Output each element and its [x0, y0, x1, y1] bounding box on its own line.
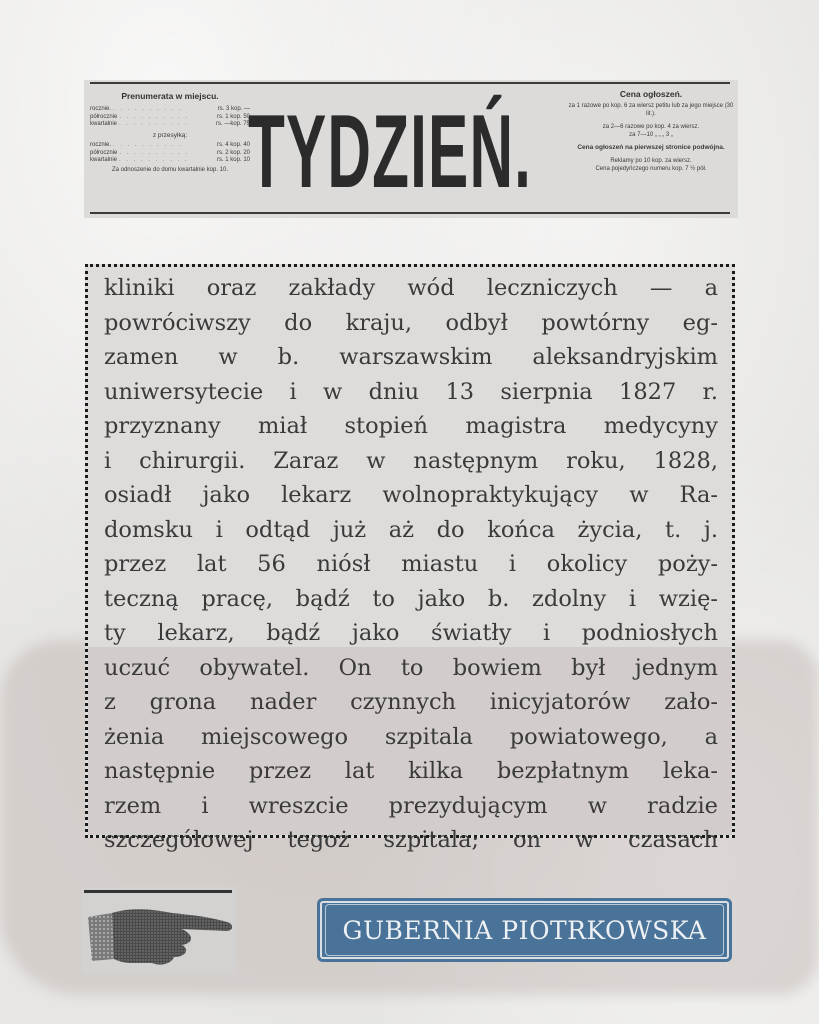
price-row: półrocznie . . . . . . . . . . rs. 2 kop. 20 [90, 149, 250, 156]
subscription-heading: Prenumerata w miejscu. [121, 91, 219, 101]
article-line: powróciwszy do kraju, odbył powtórny eg- [104, 309, 718, 336]
article-line: szczegółowej tegoż szpitala; on w czasach [104, 827, 718, 853]
article-line: rzem i wreszcie prezydującym w radzie [104, 792, 718, 819]
article-line: uczuć obywatel. On to bowiem był jednym [104, 654, 718, 681]
article-line: przez lat 56 niósł miastu i okolicy poży- [104, 551, 718, 577]
price-row: kwartalnie . . . . . . . . . . rs. 1 kop. 10 [90, 157, 250, 164]
article-clipping [85, 264, 735, 853]
ad-price-line: za 7—10 „ „ „ 3 „ [629, 132, 673, 138]
article-line: zamen w b. warszawskim aleksandryjskim [104, 344, 718, 370]
article-line: domsku i odtąd już aż do końca życia, t. j. [104, 516, 718, 543]
price-value: rs. 4 kop. 40 [216, 142, 250, 149]
subscription-prices [90, 90, 250, 175]
article-text [104, 271, 718, 858]
article-line: przyznany miał stopień magistra medycyny [104, 413, 718, 439]
delivery-note: Za odnoszenie do domu kwartalnie kop. 10. [111, 167, 229, 174]
price-row: kwartalnie . . . . . . . . . . rs. —kop. 75 [90, 120, 250, 127]
article-line: uniwersytecie i w dniu 13 sierpnia 1827 r. [104, 378, 718, 405]
price-value: rs. 2 kop. 20 [216, 149, 250, 156]
ads-price: Reklamy po 10 kop. za wiersz. [610, 158, 692, 164]
price-period: kwartalnie [90, 120, 118, 127]
region-banner [317, 898, 732, 962]
price-row: rocznie. . . . . . . . . . . rs. 4 kop. 40 [90, 142, 250, 149]
article-line: teczną pracę, bądź to jako b. zdolny i wzię- [104, 585, 718, 612]
masthead-rule-bottom [90, 212, 730, 214]
price-row: rocznie. . . . . . . . . . . rs. 3 kop. — [90, 106, 250, 113]
ad-price-line: za 2—6 razowe po kop. 4 za wiersz. [602, 124, 700, 130]
price-value: rs. 3 kop. — [217, 106, 250, 113]
article-line: następnie przez lat kilka bezpłatnym leka- [104, 758, 718, 784]
article-line: osiadł jako lekarz wolnopraktykujący w Ra- [104, 482, 718, 508]
ad-price-line: za 1 razowe po kop. 6 za wiersz petitu lub za jego miejsce (30 lit.). [568, 103, 734, 117]
article-line: i chirurgii. Zaraz w następnym roku, 1828, [104, 447, 718, 474]
price-period: półrocznie [90, 149, 118, 156]
banner-label: GUBERNIA PIOTRKOWSKA [342, 915, 707, 945]
newspaper-masthead [84, 80, 738, 218]
article-line: żenia miejscowego szpitala powiatowego, a [104, 723, 718, 750]
price-period: półrocznie [90, 113, 118, 120]
mail-subscription-heading: z przesyłką: [152, 132, 188, 140]
pointing-hand-clipping [82, 887, 236, 974]
front-page-price: Cena ogłoszeń na pierwszej stronice podwójna. [577, 144, 725, 151]
advertising-heading: Cena ogłoszeń. [619, 89, 683, 99]
masthead-rule-top [90, 82, 730, 84]
newspaper-title: TYDZIEŃ. [248, 94, 533, 210]
price-period: rocznie. [90, 106, 112, 113]
pointing-hand-icon [82, 887, 236, 974]
price-value: rs. 1 kop. 10 [216, 157, 250, 164]
price-period: kwartalnie [90, 157, 118, 164]
price-period: rocznie. [90, 142, 112, 149]
single-issue-price: Cena pojedyńczego numeru kop. 7 ½ pół. [595, 166, 707, 172]
price-row: półrocznie . . . . . . . . . . rs. 1 kop. 50 [90, 113, 250, 120]
advertising-prices [568, 90, 734, 173]
price-value: rs. —kop. 75 [215, 120, 250, 127]
article-line: z grona nader czynnych inicyjatorów zało- [104, 689, 718, 715]
article-line: kliniki oraz zakłady wód leczniczych — a [104, 275, 718, 301]
article-line: ty lekarz, bądź jako światły i podniosłych [104, 620, 718, 646]
price-value: rs. 1 kop. 50 [216, 113, 250, 120]
